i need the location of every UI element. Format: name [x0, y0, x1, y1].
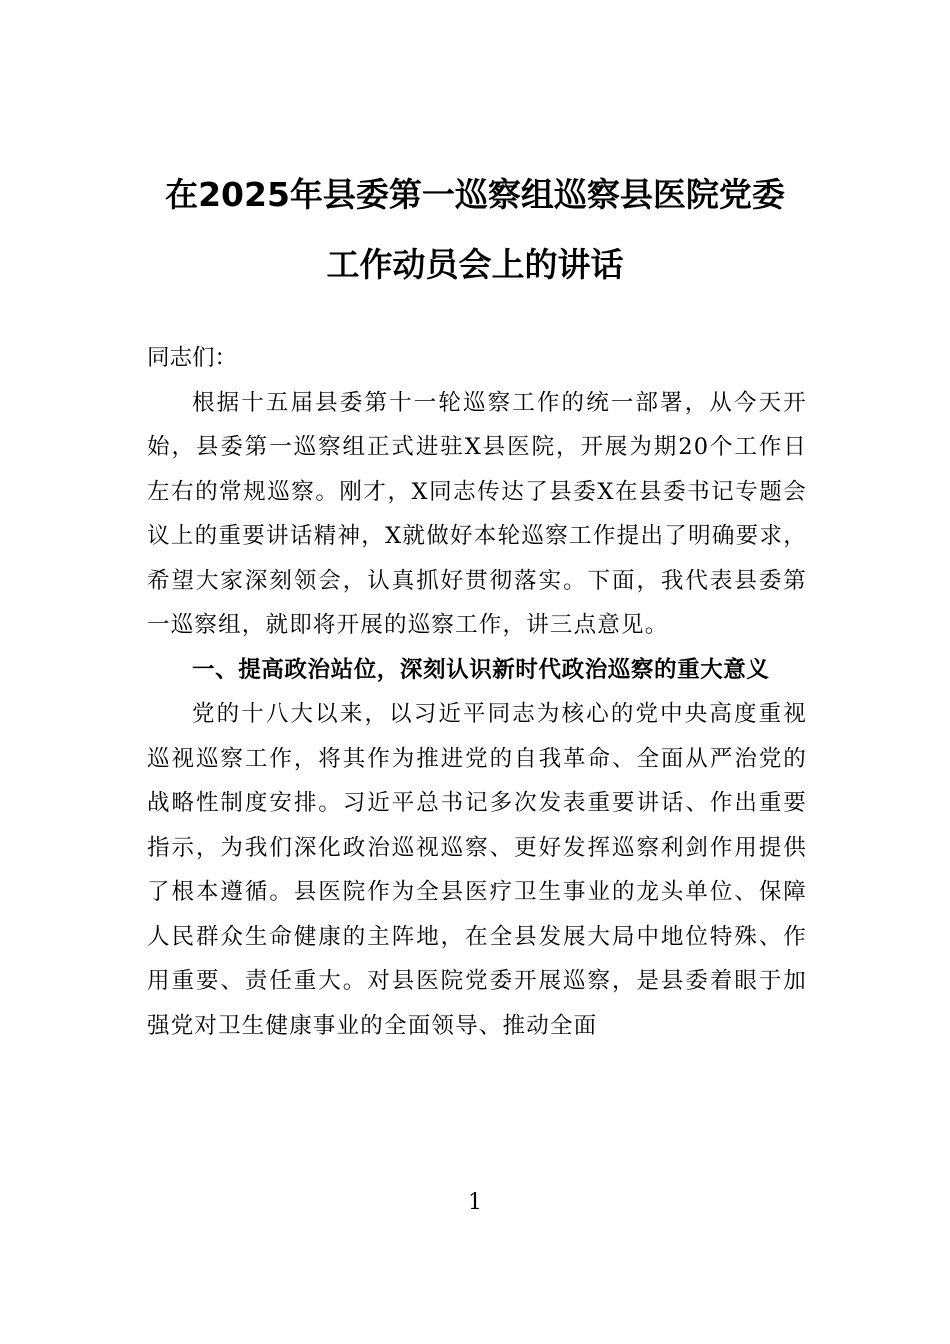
title-line-1: 在2025年县委第一巡察组巡察县医院党委 — [165, 175, 785, 214]
page-number: 1 — [468, 1190, 482, 1215]
title-line-2: 工作动员会上的讲话 — [326, 245, 624, 284]
section-heading-1: 一、提高政治站位，深刻认识新时代政治巡察的重大意义 — [192, 656, 770, 683]
paragraph-1: 根据十五届县委第十一轮巡察工作的统一部署，从今天开始，县委第一巡察组正式进驻X县医院，开展为期20个工作日左右的常规巡察。刚才，X同志传达了县委X在县委书记专题会议上的重要讲话精神，X就做好本轮巡察工作提出了明确要求，希望大家深刻领会，认真抓好贯彻落实。下面，我代表县委第一巡察组，就即将开展的巡察工作，讲三点意见。 — [147, 389, 807, 638]
greeting: 同志们： — [147, 345, 238, 371]
paragraph-2: 党的十八大以来，以习近平同志为核心的党中央高度重视巡视巡察工作，将其作为推进党的自我革命、全面从严治党的战略性制度安排。习近平总书记多次发表重要讲话、作出重要指示，为我们深化政治巡视巡察、更好发挥巡察利剑作用提供了根本遵循。县医院作为全县医疗卫生事业的龙头单位、保障人民群众生命健康的主阵地，在全县发展大局中地位特殊、作用重要、责任重大。对县医院党委开展巡察，是县委着眼于加强党对卫生健康事业的全面领导、推动全面 — [147, 701, 807, 1039]
document-title — [130, 160, 820, 300]
document-body — [147, 336, 807, 1048]
